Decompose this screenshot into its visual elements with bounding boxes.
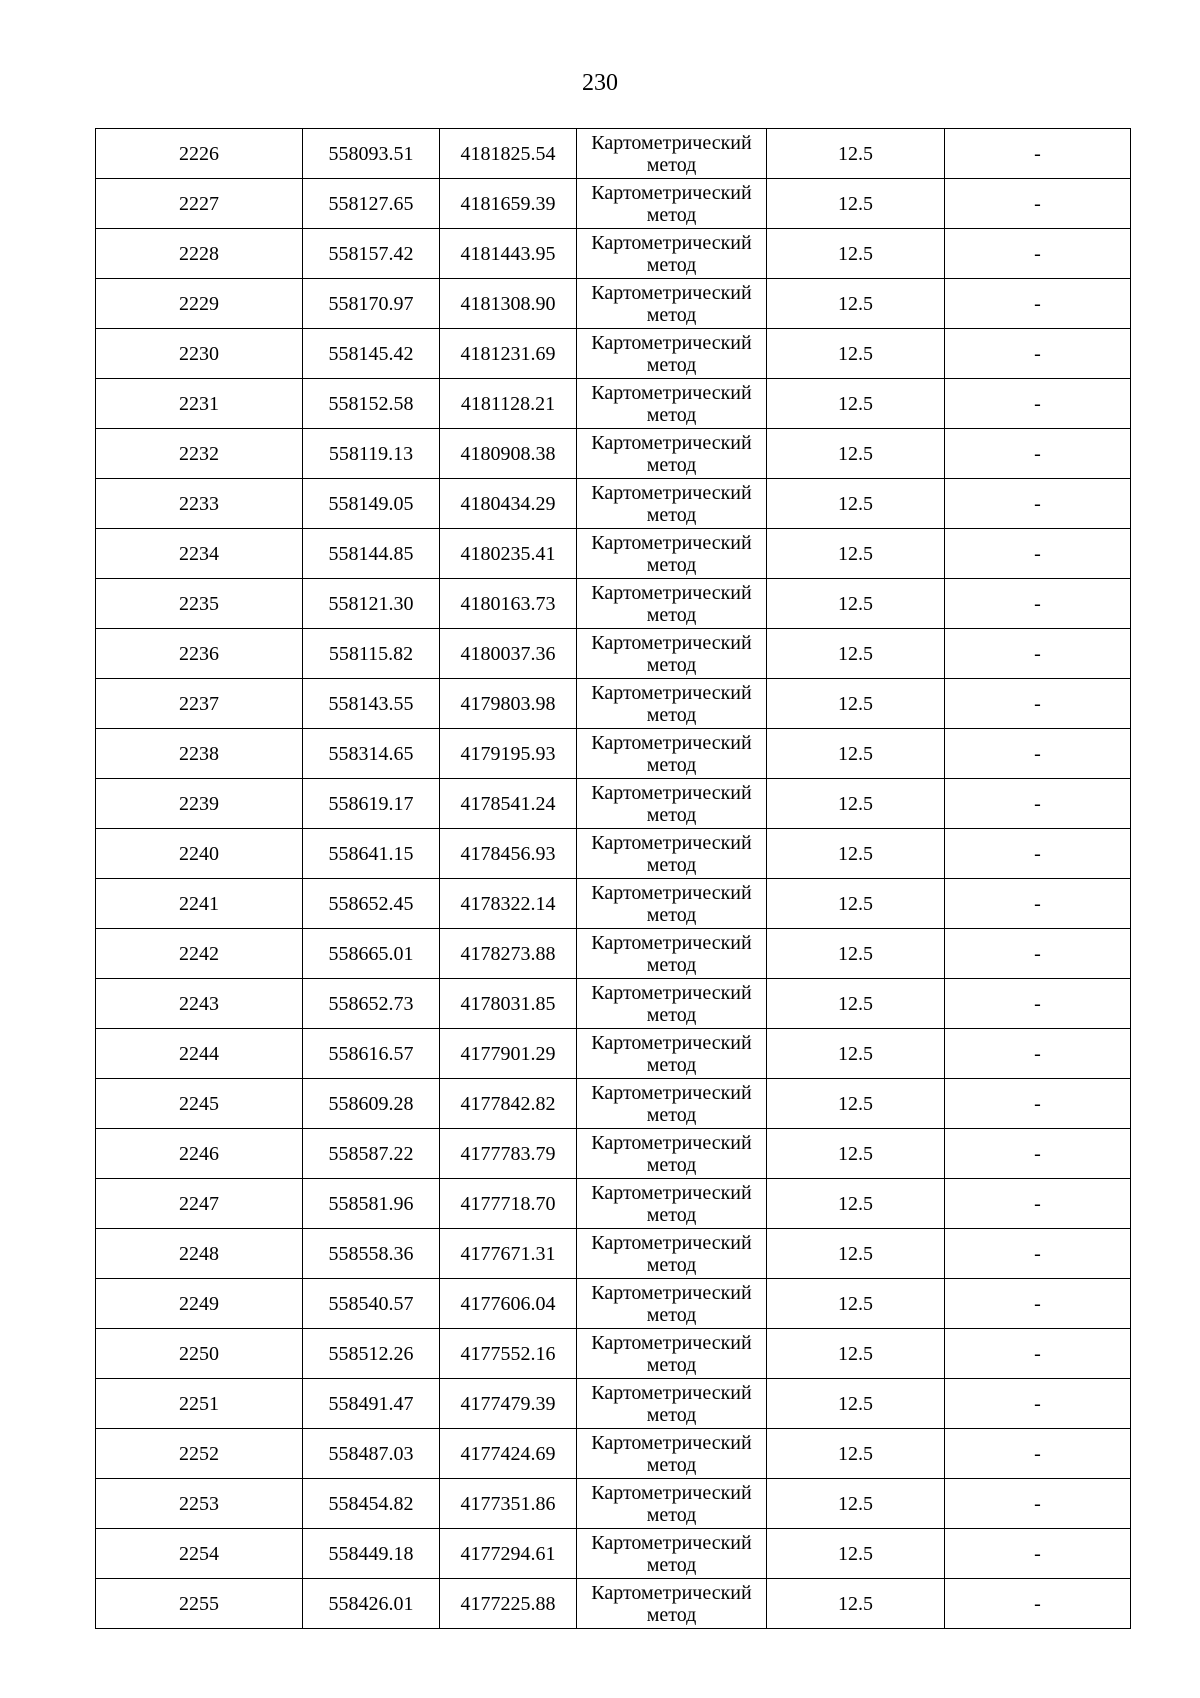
x-coordinate-cell: 558093.51 bbox=[303, 129, 440, 179]
method-line-1: Картометрический bbox=[591, 1581, 752, 1604]
y-coordinate-cell: 4180908.38 bbox=[440, 429, 577, 479]
y-coordinate-cell: 4181659.39 bbox=[440, 179, 577, 229]
method-cell bbox=[577, 129, 767, 179]
table-row bbox=[96, 279, 1131, 329]
y-coordinate-cell: 4178273.88 bbox=[440, 929, 577, 979]
method-line-1: Картометрический bbox=[591, 1281, 752, 1304]
point-id-cell: 2238 bbox=[96, 729, 303, 779]
x-coordinate-cell: 558619.17 bbox=[303, 779, 440, 829]
table-row bbox=[96, 579, 1131, 629]
accuracy-cell: 12.5 bbox=[767, 929, 945, 979]
table-row bbox=[96, 1429, 1131, 1479]
method-line-1: Картометрический bbox=[591, 981, 752, 1004]
method-cell bbox=[577, 1379, 767, 1429]
y-coordinate-cell: 4181308.90 bbox=[440, 279, 577, 329]
x-coordinate-cell: 558149.05 bbox=[303, 479, 440, 529]
method-line-2: метод bbox=[646, 503, 697, 526]
y-coordinate-cell: 4180037.36 bbox=[440, 629, 577, 679]
note-cell: - bbox=[945, 1479, 1131, 1529]
method-line-2: метод bbox=[646, 1103, 697, 1126]
method-line-2: метод bbox=[646, 1253, 697, 1276]
table-row bbox=[96, 729, 1131, 779]
x-coordinate-cell: 558127.65 bbox=[303, 179, 440, 229]
note-cell: - bbox=[945, 829, 1131, 879]
y-coordinate-cell: 4179195.93 bbox=[440, 729, 577, 779]
note-cell: - bbox=[945, 979, 1131, 1029]
point-id-cell: 2249 bbox=[96, 1279, 303, 1329]
y-coordinate-cell: 4177718.70 bbox=[440, 1179, 577, 1229]
table-row bbox=[96, 1529, 1131, 1579]
method-line-2: метод bbox=[646, 203, 697, 226]
method-line-2: метод bbox=[646, 303, 697, 326]
table-row bbox=[96, 529, 1131, 579]
method-line-1: Картометрический bbox=[591, 531, 752, 554]
method-cell bbox=[577, 1279, 767, 1329]
method-cell bbox=[577, 929, 767, 979]
x-coordinate-cell: 558119.13 bbox=[303, 429, 440, 479]
method-line-1: Картометрический bbox=[591, 1531, 752, 1554]
note-cell: - bbox=[945, 729, 1131, 779]
x-coordinate-cell: 558170.97 bbox=[303, 279, 440, 329]
point-id-cell: 2254 bbox=[96, 1529, 303, 1579]
method-line-1: Картометрический bbox=[591, 1081, 752, 1104]
accuracy-cell: 12.5 bbox=[767, 429, 945, 479]
method-cell bbox=[577, 529, 767, 579]
accuracy-cell: 12.5 bbox=[767, 1079, 945, 1129]
note-cell: - bbox=[945, 379, 1131, 429]
note-cell: - bbox=[945, 1029, 1131, 1079]
point-id-cell: 2228 bbox=[96, 229, 303, 279]
note-cell: - bbox=[945, 1229, 1131, 1279]
method-line-2: метод bbox=[646, 1403, 697, 1426]
method-line-1: Картометрический bbox=[591, 1131, 752, 1154]
x-coordinate-cell: 558426.01 bbox=[303, 1579, 440, 1629]
x-coordinate-cell: 558143.55 bbox=[303, 679, 440, 729]
accuracy-cell: 12.5 bbox=[767, 1529, 945, 1579]
point-id-cell: 2244 bbox=[96, 1029, 303, 1079]
note-cell: - bbox=[945, 929, 1131, 979]
table-row bbox=[96, 379, 1131, 429]
point-id-cell: 2232 bbox=[96, 429, 303, 479]
note-cell: - bbox=[945, 1079, 1131, 1129]
method-line-2: метод bbox=[646, 803, 697, 826]
note-cell: - bbox=[945, 179, 1131, 229]
accuracy-cell: 12.5 bbox=[767, 1279, 945, 1329]
method-line-2: метод bbox=[646, 453, 697, 476]
method-line-1: Картометрический bbox=[591, 1031, 752, 1054]
table-row bbox=[96, 1379, 1131, 1429]
method-cell bbox=[577, 1429, 767, 1479]
point-id-cell: 2234 bbox=[96, 529, 303, 579]
method-line-1: Картометрический bbox=[591, 331, 752, 354]
point-id-cell: 2226 bbox=[96, 129, 303, 179]
method-line-1: Картометрический bbox=[591, 181, 752, 204]
method-cell bbox=[577, 329, 767, 379]
x-coordinate-cell: 558145.42 bbox=[303, 329, 440, 379]
note-cell: - bbox=[945, 479, 1131, 529]
accuracy-cell: 12.5 bbox=[767, 479, 945, 529]
note-cell: - bbox=[945, 129, 1131, 179]
point-id-cell: 2237 bbox=[96, 679, 303, 729]
accuracy-cell: 12.5 bbox=[767, 1329, 945, 1379]
point-id-cell: 2252 bbox=[96, 1429, 303, 1479]
method-line-2: метод bbox=[646, 1453, 697, 1476]
method-cell bbox=[577, 1579, 767, 1629]
accuracy-cell: 12.5 bbox=[767, 629, 945, 679]
point-id-cell: 2236 bbox=[96, 629, 303, 679]
table-row bbox=[96, 629, 1131, 679]
method-cell bbox=[577, 579, 767, 629]
point-id-cell: 2235 bbox=[96, 579, 303, 629]
note-cell: - bbox=[945, 579, 1131, 629]
method-line-2: метод bbox=[646, 1203, 697, 1226]
method-line-1: Картометрический bbox=[591, 1481, 752, 1504]
method-cell bbox=[577, 729, 767, 779]
method-cell bbox=[577, 1179, 767, 1229]
method-line-2: метод bbox=[646, 253, 697, 276]
accuracy-cell: 12.5 bbox=[767, 229, 945, 279]
note-cell: - bbox=[945, 279, 1131, 329]
x-coordinate-cell: 558454.82 bbox=[303, 1479, 440, 1529]
table-row bbox=[96, 879, 1131, 929]
method-cell bbox=[577, 1529, 767, 1579]
method-line-1: Картометрический bbox=[591, 281, 752, 304]
x-coordinate-cell: 558449.18 bbox=[303, 1529, 440, 1579]
y-coordinate-cell: 4180163.73 bbox=[440, 579, 577, 629]
method-line-1: Картометрический bbox=[591, 1231, 752, 1254]
table-row bbox=[96, 1079, 1131, 1129]
point-id-cell: 2247 bbox=[96, 1179, 303, 1229]
accuracy-cell: 12.5 bbox=[767, 529, 945, 579]
point-id-cell: 2239 bbox=[96, 779, 303, 829]
method-line-2: метод bbox=[646, 653, 697, 676]
x-coordinate-cell: 558558.36 bbox=[303, 1229, 440, 1279]
y-coordinate-cell: 4178031.85 bbox=[440, 979, 577, 1029]
method-line-1: Картометрический bbox=[591, 1331, 752, 1354]
y-coordinate-cell: 4181231.69 bbox=[440, 329, 577, 379]
method-line-1: Картометрический bbox=[591, 231, 752, 254]
x-coordinate-cell: 558491.47 bbox=[303, 1379, 440, 1429]
accuracy-cell: 12.5 bbox=[767, 1229, 945, 1279]
table-row bbox=[96, 1579, 1131, 1629]
note-cell: - bbox=[945, 779, 1131, 829]
note-cell: - bbox=[945, 529, 1131, 579]
y-coordinate-cell: 4177552.16 bbox=[440, 1329, 577, 1379]
point-id-cell: 2253 bbox=[96, 1479, 303, 1529]
method-line-2: метод bbox=[646, 1303, 697, 1326]
note-cell: - bbox=[945, 879, 1131, 929]
point-id-cell: 2229 bbox=[96, 279, 303, 329]
y-coordinate-cell: 4180235.41 bbox=[440, 529, 577, 579]
table-row bbox=[96, 1479, 1131, 1529]
accuracy-cell: 12.5 bbox=[767, 679, 945, 729]
note-cell: - bbox=[945, 1379, 1131, 1429]
note-cell: - bbox=[945, 1529, 1131, 1579]
y-coordinate-cell: 4177424.69 bbox=[440, 1429, 577, 1479]
accuracy-cell: 12.5 bbox=[767, 1479, 945, 1529]
point-id-cell: 2240 bbox=[96, 829, 303, 879]
table-row bbox=[96, 679, 1131, 729]
y-coordinate-cell: 4181825.54 bbox=[440, 129, 577, 179]
table-body bbox=[96, 129, 1131, 1629]
y-coordinate-cell: 4178456.93 bbox=[440, 829, 577, 879]
table-row bbox=[96, 229, 1131, 279]
table-row bbox=[96, 479, 1131, 529]
method-line-1: Картометрический bbox=[591, 381, 752, 404]
method-line-2: метод bbox=[646, 703, 697, 726]
method-line-1: Картометрический bbox=[591, 781, 752, 804]
accuracy-cell: 12.5 bbox=[767, 329, 945, 379]
method-line-2: метод bbox=[646, 1053, 697, 1076]
accuracy-cell: 12.5 bbox=[767, 1179, 945, 1229]
method-line-1: Картометрический bbox=[591, 931, 752, 954]
point-id-cell: 2243 bbox=[96, 979, 303, 1029]
note-cell: - bbox=[945, 1129, 1131, 1179]
x-coordinate-cell: 558581.96 bbox=[303, 1179, 440, 1229]
method-line-1: Картометрический bbox=[591, 1181, 752, 1204]
method-cell bbox=[577, 229, 767, 279]
table-row bbox=[96, 179, 1131, 229]
point-id-cell: 2241 bbox=[96, 879, 303, 929]
y-coordinate-cell: 4177479.39 bbox=[440, 1379, 577, 1429]
x-coordinate-cell: 558152.58 bbox=[303, 379, 440, 429]
note-cell: - bbox=[945, 1329, 1131, 1379]
method-cell bbox=[577, 979, 767, 1029]
accuracy-cell: 12.5 bbox=[767, 1429, 945, 1479]
accuracy-cell: 12.5 bbox=[767, 1129, 945, 1179]
y-coordinate-cell: 4181128.21 bbox=[440, 379, 577, 429]
point-id-cell: 2246 bbox=[96, 1129, 303, 1179]
method-line-1: Картометрический bbox=[591, 1381, 752, 1404]
table-row bbox=[96, 829, 1131, 879]
x-coordinate-cell: 558587.22 bbox=[303, 1129, 440, 1179]
y-coordinate-cell: 4178322.14 bbox=[440, 879, 577, 929]
table-row bbox=[96, 1329, 1131, 1379]
method-line-2: метод bbox=[646, 153, 697, 176]
method-line-2: метод bbox=[646, 1003, 697, 1026]
method-line-2: метод bbox=[646, 1553, 697, 1576]
y-coordinate-cell: 4177351.86 bbox=[440, 1479, 577, 1529]
accuracy-cell: 12.5 bbox=[767, 979, 945, 1029]
table-row bbox=[96, 429, 1131, 479]
x-coordinate-cell: 558121.30 bbox=[303, 579, 440, 629]
method-line-2: метод bbox=[646, 1153, 697, 1176]
table-row bbox=[96, 1229, 1131, 1279]
method-line-1: Картометрический bbox=[591, 681, 752, 704]
method-cell bbox=[577, 479, 767, 529]
method-line-2: метод bbox=[646, 903, 697, 926]
note-cell: - bbox=[945, 1579, 1131, 1629]
method-line-2: метод bbox=[646, 1353, 697, 1376]
table-row bbox=[96, 1129, 1131, 1179]
method-line-2: метод bbox=[646, 403, 697, 426]
x-coordinate-cell: 558652.45 bbox=[303, 879, 440, 929]
method-line-1: Картометрический bbox=[591, 431, 752, 454]
table-row bbox=[96, 779, 1131, 829]
accuracy-cell: 12.5 bbox=[767, 279, 945, 329]
table-row bbox=[96, 1029, 1131, 1079]
method-line-1: Картометрический bbox=[591, 731, 752, 754]
y-coordinate-cell: 4179803.98 bbox=[440, 679, 577, 729]
x-coordinate-cell: 558314.65 bbox=[303, 729, 440, 779]
x-coordinate-cell: 558616.57 bbox=[303, 1029, 440, 1079]
y-coordinate-cell: 4177606.04 bbox=[440, 1279, 577, 1329]
method-line-2: метод bbox=[646, 603, 697, 626]
accuracy-cell: 12.5 bbox=[767, 179, 945, 229]
method-cell bbox=[577, 1329, 767, 1379]
table-row bbox=[96, 329, 1131, 379]
accuracy-cell: 12.5 bbox=[767, 729, 945, 779]
method-line-2: метод bbox=[646, 553, 697, 576]
accuracy-cell: 12.5 bbox=[767, 879, 945, 929]
point-id-cell: 2248 bbox=[96, 1229, 303, 1279]
x-coordinate-cell: 558157.42 bbox=[303, 229, 440, 279]
method-line-1: Картометрический bbox=[591, 831, 752, 854]
method-line-2: метод bbox=[646, 753, 697, 776]
accuracy-cell: 12.5 bbox=[767, 379, 945, 429]
method-cell bbox=[577, 1229, 767, 1279]
method-cell bbox=[577, 379, 767, 429]
x-coordinate-cell: 558652.73 bbox=[303, 979, 440, 1029]
method-line-2: метод bbox=[646, 1603, 697, 1626]
x-coordinate-cell: 558115.82 bbox=[303, 629, 440, 679]
method-line-1: Картометрический bbox=[591, 631, 752, 654]
coordinates-table bbox=[95, 128, 1131, 1629]
method-cell bbox=[577, 1479, 767, 1529]
point-id-cell: 2230 bbox=[96, 329, 303, 379]
y-coordinate-cell: 4177842.82 bbox=[440, 1079, 577, 1129]
note-cell: - bbox=[945, 1179, 1131, 1229]
accuracy-cell: 12.5 bbox=[767, 579, 945, 629]
x-coordinate-cell: 558609.28 bbox=[303, 1079, 440, 1129]
y-coordinate-cell: 4177671.31 bbox=[440, 1229, 577, 1279]
point-id-cell: 2231 bbox=[96, 379, 303, 429]
note-cell: - bbox=[945, 629, 1131, 679]
method-cell bbox=[577, 879, 767, 929]
x-coordinate-cell: 558512.26 bbox=[303, 1329, 440, 1379]
note-cell: - bbox=[945, 1279, 1131, 1329]
note-cell: - bbox=[945, 229, 1131, 279]
note-cell: - bbox=[945, 429, 1131, 479]
x-coordinate-cell: 558641.15 bbox=[303, 829, 440, 879]
method-line-1: Картометрический bbox=[591, 581, 752, 604]
method-cell bbox=[577, 429, 767, 479]
point-id-cell: 2227 bbox=[96, 179, 303, 229]
table-row bbox=[96, 129, 1131, 179]
y-coordinate-cell: 4177783.79 bbox=[440, 1129, 577, 1179]
method-cell bbox=[577, 829, 767, 879]
method-line-1: Картометрический bbox=[591, 1431, 752, 1454]
method-line-1: Картометрический bbox=[591, 881, 752, 904]
method-line-2: метод bbox=[646, 353, 697, 376]
accuracy-cell: 12.5 bbox=[767, 779, 945, 829]
x-coordinate-cell: 558665.01 bbox=[303, 929, 440, 979]
point-id-cell: 2255 bbox=[96, 1579, 303, 1629]
page-number: 230 bbox=[582, 70, 618, 96]
y-coordinate-cell: 4180434.29 bbox=[440, 479, 577, 529]
table-row bbox=[96, 1179, 1131, 1229]
method-cell bbox=[577, 1079, 767, 1129]
accuracy-cell: 12.5 bbox=[767, 129, 945, 179]
table-row bbox=[96, 1279, 1131, 1329]
x-coordinate-cell: 558540.57 bbox=[303, 1279, 440, 1329]
x-coordinate-cell: 558487.03 bbox=[303, 1429, 440, 1479]
point-id-cell: 2250 bbox=[96, 1329, 303, 1379]
point-id-cell: 2245 bbox=[96, 1079, 303, 1129]
table-row bbox=[96, 979, 1131, 1029]
accuracy-cell: 12.5 bbox=[767, 829, 945, 879]
y-coordinate-cell: 4181443.95 bbox=[440, 229, 577, 279]
accuracy-cell: 12.5 bbox=[767, 1029, 945, 1079]
note-cell: - bbox=[945, 1429, 1131, 1479]
method-line-1: Картометрический bbox=[591, 131, 752, 154]
method-line-2: метод bbox=[646, 1503, 697, 1526]
method-cell bbox=[577, 779, 767, 829]
y-coordinate-cell: 4178541.24 bbox=[440, 779, 577, 829]
accuracy-cell: 12.5 bbox=[767, 1379, 945, 1429]
method-cell bbox=[577, 1029, 767, 1079]
method-cell bbox=[577, 1129, 767, 1179]
point-id-cell: 2242 bbox=[96, 929, 303, 979]
method-line-1: Картометрический bbox=[591, 481, 752, 504]
point-id-cell: 2251 bbox=[96, 1379, 303, 1429]
x-coordinate-cell: 558144.85 bbox=[303, 529, 440, 579]
method-cell bbox=[577, 629, 767, 679]
y-coordinate-cell: 4177294.61 bbox=[440, 1529, 577, 1579]
point-id-cell: 2233 bbox=[96, 479, 303, 529]
method-cell bbox=[577, 679, 767, 729]
note-cell: - bbox=[945, 679, 1131, 729]
y-coordinate-cell: 4177901.29 bbox=[440, 1029, 577, 1079]
method-cell bbox=[577, 179, 767, 229]
table-row bbox=[96, 929, 1131, 979]
method-line-2: метод bbox=[646, 953, 697, 976]
accuracy-cell: 12.5 bbox=[767, 1579, 945, 1629]
method-cell bbox=[577, 279, 767, 329]
y-coordinate-cell: 4177225.88 bbox=[440, 1579, 577, 1629]
note-cell: - bbox=[945, 329, 1131, 379]
method-line-2: метод bbox=[646, 853, 697, 876]
